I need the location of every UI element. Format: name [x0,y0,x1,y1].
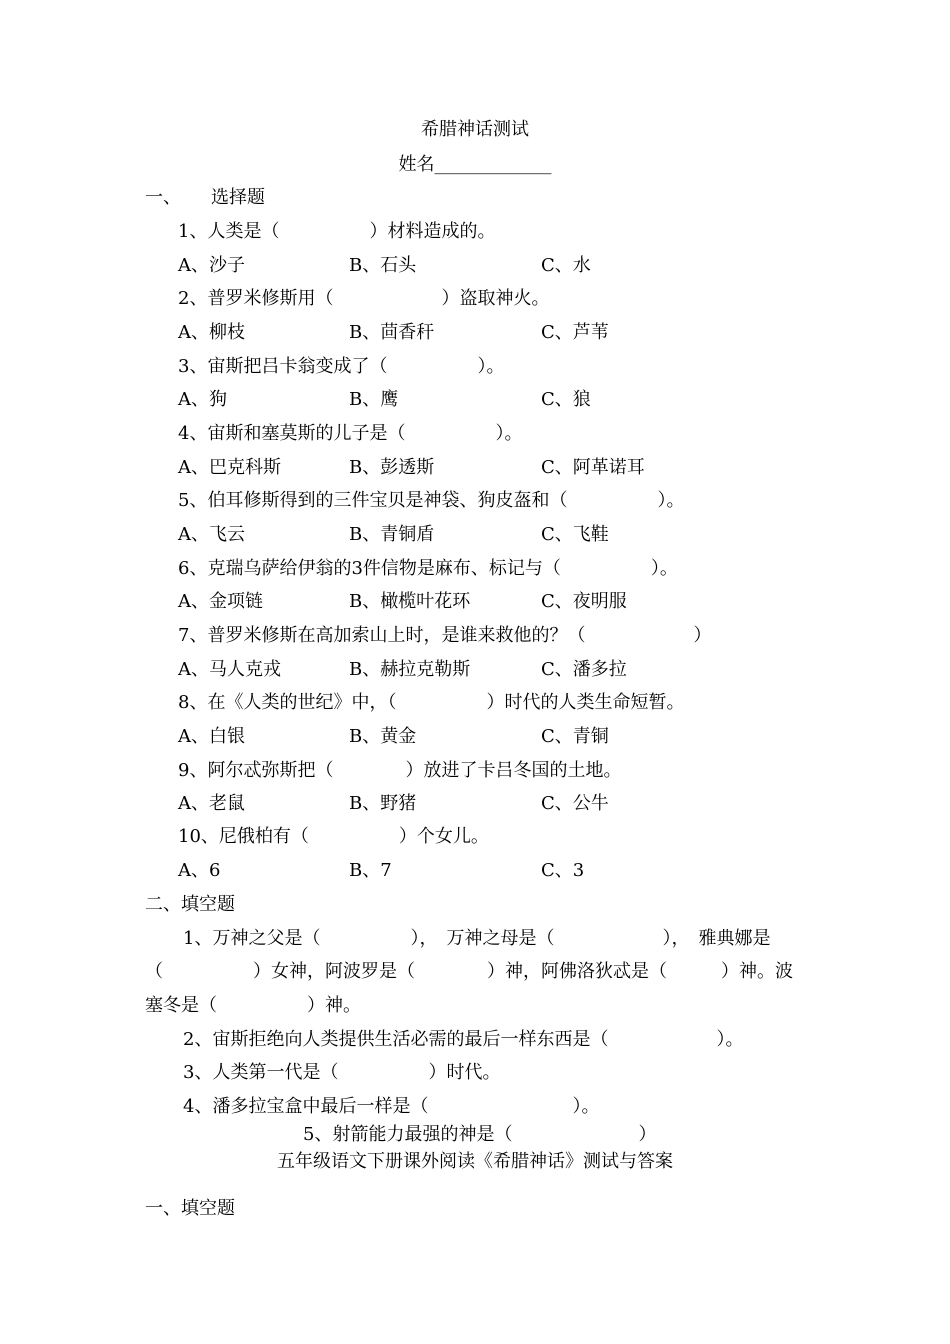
q7-option-c: C、潘多拉 [541,659,627,680]
q5-option-a: A、飞云 [178,524,245,545]
q1-option-a: A、沙子 [178,255,245,276]
question-2: 2、普罗米修斯用（ ）盗取神火。 [178,288,550,309]
answer-title: 五年级语文下册课外阅读《希腊神话》测试与答案 [277,1151,673,1172]
fill-question-2: 2、宙斯拒绝向人类提供生活必需的最后一样东西是（ ）。 [183,1029,744,1050]
question-8: 8、在《人类的世纪》中，（ ）时代的人类生命短暂。 [178,692,685,713]
fill-question-5: 5、射箭能力最强的神是（ ） [303,1124,657,1145]
fill-question-1-line-2: （ ）女神，阿波罗是（ ）神，阿佛洛狄忒是（ ）神。波 [145,961,793,982]
question-6: 6、克瑞乌萨给伊翁的3件信物是麻布、标记与（ ）。 [178,558,678,579]
q10-option-a: A、6 [178,860,221,881]
question-9: 9、阿尔忒弥斯把（ ）放进了卡吕冬国的土地。 [178,760,622,781]
q9-option-a: A、老鼠 [178,793,245,814]
q7-option-b: B、赫拉克勒斯 [349,659,471,680]
question-4: 4、宙斯和塞莫斯的儿子是（ ）。 [178,423,523,444]
section1-heading: 选择题 [211,187,265,208]
q1-option-c: C、水 [541,255,591,276]
q8-option-c: C、青铜 [541,726,609,747]
section2-heading: 二、填空题 [145,894,235,915]
q1-option-b: B、石头 [349,255,417,276]
question-7: 7、普罗米修斯在高加索山上时，是谁来救他的？（ ） [178,625,712,646]
q6-option-b: B、橄榄叶花环 [349,591,471,612]
q9-option-b: B、野猪 [349,793,417,814]
q2-option-b: B、茴香秆 [349,322,435,343]
question-10: 10、尼俄柏有（ ）个女儿。 [178,826,489,847]
fill-question-4: 4、潘多拉宝盒中最后一样是（ ）。 [183,1096,600,1117]
q10-option-c: C、3 [541,860,585,881]
question-1: 1、人类是（ ）材料造成的。 [178,221,496,242]
section1-number: 一、 [145,187,181,208]
q2-option-c: C、芦苇 [541,322,609,343]
fill-question-1-line-1: 1、万神之父是（ ）， 万神之母是（ ）， 雅典娜是 [183,928,771,949]
question-3: 3、宙斯把吕卡翁变成了（ ）。 [178,356,505,377]
q4-option-a: A、巴克科斯 [178,457,281,478]
q5-option-c: C、飞鞋 [541,524,609,545]
q9-option-c: C、公牛 [541,793,609,814]
q8-option-a: A、白银 [178,726,245,747]
q3-option-b: B、鹰 [349,389,399,410]
q4-option-c: C、阿革诺耳 [541,457,645,478]
q3-option-c: C、狼 [541,389,591,410]
fill-question-3: 3、人类第一代是（ ）时代。 [183,1062,501,1083]
q10-option-b: B、7 [349,860,392,881]
question-5: 5、伯耳修斯得到的三件宝贝是神袋、狗皮盔和（ ）。 [178,490,685,511]
q8-option-b: B、黄金 [349,726,417,747]
page-title: 希腊神话测试 [421,119,529,140]
q6-option-a: A、金项链 [178,591,263,612]
name-line: 姓名_____________ [398,154,552,175]
q6-option-c: C、夜明服 [541,591,627,612]
q2-option-a: A、柳枝 [178,322,245,343]
q7-option-a: A、马人克戎 [178,659,281,680]
answer-section1-heading: 一、填空题 [145,1198,235,1219]
q3-option-a: A、狗 [178,389,227,410]
fill-question-1-line-3: 塞冬是（ ）神。 [145,995,361,1016]
q4-option-b: B、彭透斯 [349,457,435,478]
q5-option-b: B、青铜盾 [349,524,435,545]
